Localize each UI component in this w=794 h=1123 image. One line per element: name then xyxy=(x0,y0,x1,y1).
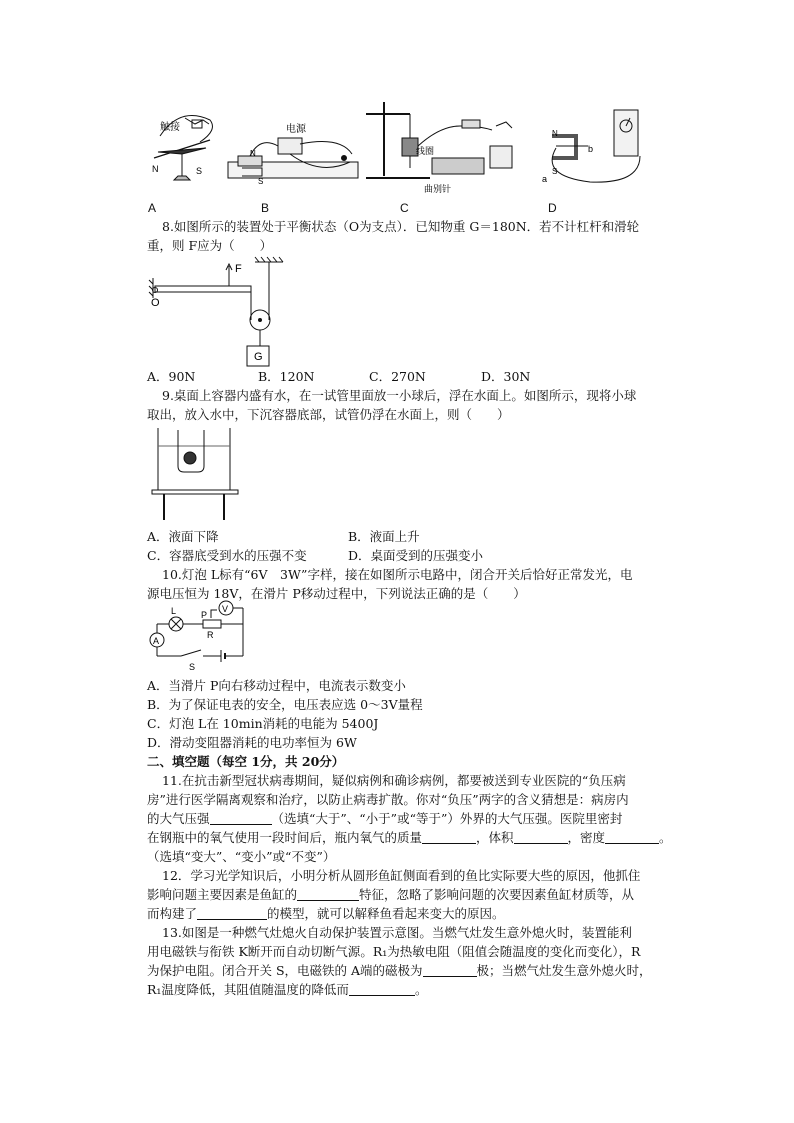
q10-fig-V: V xyxy=(222,604,229,614)
q10-stem-line1: 10.灯泡 L标有“6V 3W”字样，接在如图所示电路中，闭合开关后恰好正常发光，电 xyxy=(162,567,633,582)
figure-label-a: A xyxy=(148,201,157,215)
section-2-title: 二、填空题（每空 1分，共 20分） xyxy=(147,754,345,769)
fig-c-coil-text: 线圈 xyxy=(416,146,435,156)
q8-fig-O: O xyxy=(151,297,160,309)
q12-blank-2[interactable] xyxy=(197,906,267,920)
figure-label-b: B xyxy=(261,201,270,215)
q12-line3-text-a: 而构建了 xyxy=(147,906,198,921)
q11-line3-text-b: （选填“大于”、“小于”或“等于”）外界的大气压强。医院里密封 xyxy=(271,811,623,826)
q12-line3-text-b: 的模型，就可以解释鱼看起来变大的原因。 xyxy=(267,906,505,921)
q12-blank-1[interactable] xyxy=(297,887,359,901)
q10-stem-line2: 源电压恒为 18V，在滑片 P移动过程中，下列说法正确的是（ ） xyxy=(147,586,526,601)
fig-a-text: 触接 xyxy=(160,122,180,133)
figure-d-magnet-meter xyxy=(552,110,640,182)
q13-line1: 13.如图是一种燃气灶熄火自动保护装置示意图。当燃气灶发生意外熄火时，装置能利 xyxy=(162,925,632,940)
q13-blank-1[interactable] xyxy=(423,963,477,977)
fig-d-a: a xyxy=(542,174,548,184)
q13-line3-text-a: 为保护电阻。闭合开关 S，电磁铁的 A端的磁极为 xyxy=(147,963,423,978)
figure-label-d: D xyxy=(548,201,557,215)
fig-b-text: 电源 xyxy=(286,124,306,135)
svg-text:S: S xyxy=(196,166,203,176)
fig-d-b: b xyxy=(588,144,594,154)
q9-option-b: B．液面上升 xyxy=(348,529,420,544)
fig-c-pin-text: 曲别针 xyxy=(424,184,452,194)
q12-line1: 12．学习光学知识后，小明分析从圆形鱼缸侧面看到的鱼比实际要大些的原因，他抓住 xyxy=(162,868,641,883)
q11-line3 xyxy=(147,809,622,828)
q10-fig-S: S xyxy=(189,662,196,672)
q10-fig-L: L xyxy=(171,606,177,616)
q11-line3-text-a: 的大气压强 xyxy=(147,811,210,826)
figure-label-c: C xyxy=(400,201,409,215)
q12-line2-text-b: 特征，忽略了影响问题的次要因素鱼缸材质等，从 xyxy=(359,887,635,902)
q12-line3 xyxy=(147,904,505,923)
q11-blank-1[interactable] xyxy=(210,811,272,825)
q11-blank-2[interactable] xyxy=(422,830,476,844)
q8-fig-G: G xyxy=(254,351,263,363)
q13-line4-text-b: 。 xyxy=(414,982,428,997)
q8-option-d: D．30N xyxy=(481,369,531,384)
q13-blank-2[interactable] xyxy=(349,982,415,996)
q8-option-b: B．120N xyxy=(258,369,315,384)
q11-line4-text-c: ，密度 xyxy=(567,830,606,845)
q8-stem-line2: 重，则 F应为（ ） xyxy=(147,238,273,253)
q8-option-c: C．270N xyxy=(369,369,426,384)
q13-line4-text-a: R₁温度降低，其阻值随温度的降低而 xyxy=(147,982,349,997)
q11-line5: （选填“变大”、“变小”或“不变”） xyxy=(147,849,336,864)
figure-c-coil xyxy=(366,102,512,178)
q11-line4 xyxy=(147,828,672,847)
q13-line3 xyxy=(147,961,652,980)
svg-text:N: N xyxy=(250,149,256,158)
q10-fig-P: P xyxy=(201,610,208,620)
figure-b-power-supply xyxy=(228,138,358,178)
q12-line2 xyxy=(147,885,634,904)
q11-line2: 房”进行医学隔离观察和治疗，以防止病毒扩散。你对“负压”两字的含义猜想是：病房内 xyxy=(147,792,629,807)
svg-text:S: S xyxy=(552,167,558,176)
svg-text:N: N xyxy=(152,164,159,174)
q10-fig-A: A xyxy=(153,636,160,646)
q9-stem-line1: 9.桌面上容器内盛有水，在一试管里面放一小球后，浮在水面上。如图所示，现将小球 xyxy=(162,388,637,403)
q10-fig-R: R xyxy=(207,630,214,640)
q8-stem-line1: 8.如图所示的装置处于平衡状态（O为支点）．已知物重 G＝180N．若不计杠杆和滑轮 xyxy=(162,219,640,234)
q9-option-c: C．容器底受到水的压强不变 xyxy=(147,548,307,563)
q8-option-a: A．90N xyxy=(147,369,196,384)
top-figure-row xyxy=(140,96,660,200)
q11-line4-text-a: 在钢瓶中的氧气使用一段时间后，瓶内氧气的质量 xyxy=(147,830,423,845)
q8-fig-F: F xyxy=(235,263,242,275)
q12-line2-text-a: 影响问题主要因素是鱼缸的 xyxy=(147,887,298,902)
q13-line2: 用电磁铁与衔铁 K断开而自动切断气源。R₁为热敏电阻（阻值会随温度的变化而变化），R xyxy=(147,944,641,959)
q10-option-c: C．灯泡 L在 10min消耗的电能为 5400J xyxy=(147,716,379,731)
q13-line3-text-b: 极；当燃气灶发生意外熄火时， xyxy=(476,963,652,978)
q11-line4-text-d: 。 xyxy=(659,830,672,845)
q10-option-b: B．为了保证电表的安全，电压表应选 0～3V量程 xyxy=(147,697,423,712)
q11-line4-text-b: ，体积 xyxy=(476,830,514,845)
svg-text:N: N xyxy=(552,129,558,138)
q8-lever-pulley-figure xyxy=(145,254,285,372)
q11-blank-3[interactable] xyxy=(514,830,568,844)
q9-option-a: A．液面下降 xyxy=(147,529,219,544)
q10-option-d: D．滑动变阻器消耗的电功率恒为 6W xyxy=(147,735,357,750)
q10-option-a: A．当滑片 P向右移动过程中，电流表示数变小 xyxy=(147,678,406,693)
svg-text:S: S xyxy=(258,177,264,186)
q10-circuit-figure xyxy=(145,600,255,674)
q9-stem-line2: 取出，放入水中，下沉容器底部，试管仍浮在水面上，则（ ） xyxy=(147,407,510,422)
q9-option-d: D．桌面受到的压强变小 xyxy=(348,548,484,563)
q9-container-figure xyxy=(150,424,240,524)
q11-line1: 11.在抗击新型冠状病毒期间，疑似病例和确诊病例，都要被送到专业医院的“负压病 xyxy=(162,773,626,788)
q11-blank-4[interactable] xyxy=(605,830,659,844)
q13-line4 xyxy=(147,980,427,999)
